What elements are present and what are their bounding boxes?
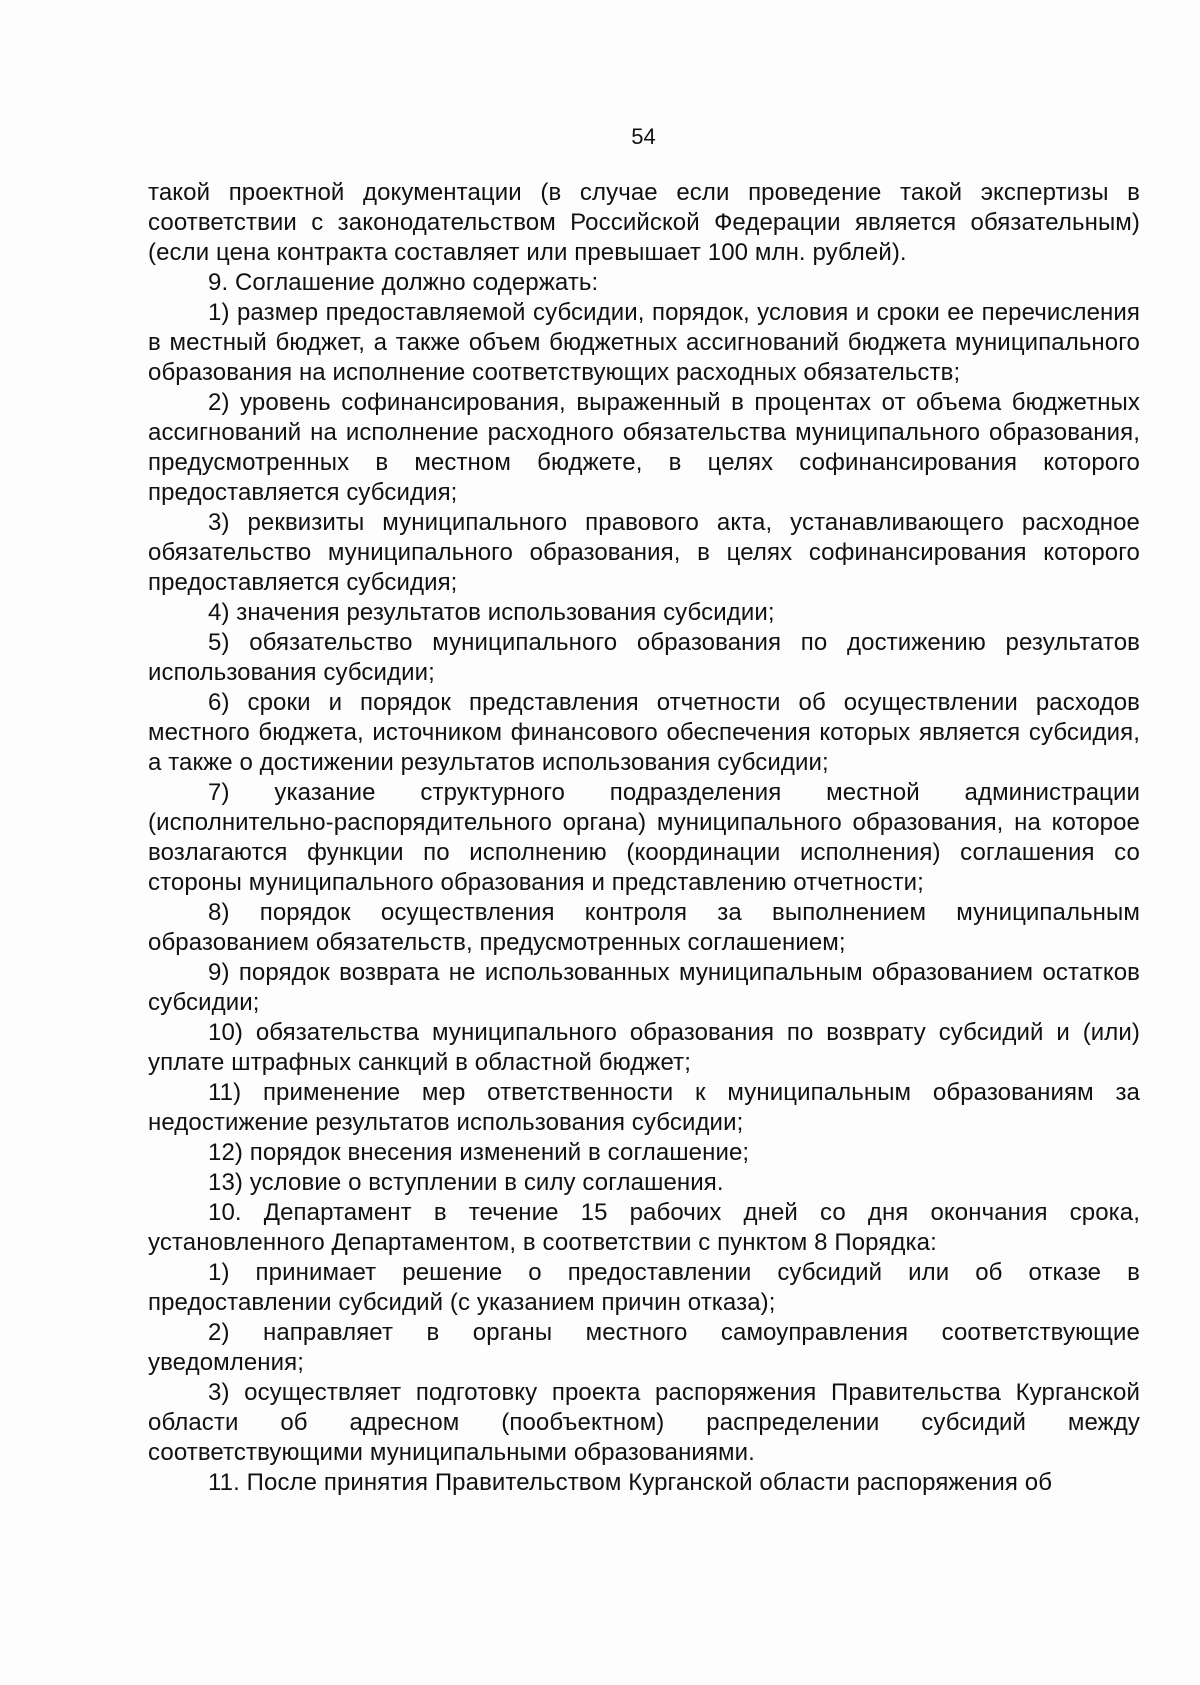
list-item: 3) реквизиты муниципального правового акта, устанавливающего расходное обязательство муниципального образования, в целях софинансирования которого предоставляется субсидия; — [148, 509, 1140, 596]
list-item: 10) обязательства муниципального образования по возврату субсидий и (или) уплате штрафных санкций в областной бюджет; — [148, 1019, 1140, 1076]
section-heading: 11. После принятия Правительством Курганской области распоряжения об — [208, 1469, 1053, 1496]
list-item: 12) порядок внесения изменений в соглашение; — [208, 1139, 750, 1166]
page-number: 54 — [631, 124, 656, 149]
list-item: 5) обязательство муниципального образования по достижению результатов использования субсидии; — [148, 629, 1140, 686]
list-item: 13) условие о вступлении в силу соглашения. — [208, 1169, 724, 1196]
list-item: 2) направляет в органы местного самоуправления соответствующие уведомления; — [148, 1319, 1140, 1376]
list-item: 1) принимает решение о предоставлении субсидий или об отказе в предоставлении субсидий (с указанием причин отказа); — [148, 1259, 1140, 1316]
section-heading: 9. Соглашение должно содержать: — [208, 269, 599, 296]
paragraph: такой проектной документации (в случае если проведение такой экспертизы в соответствии с законодательством Российской Федерации является обязательным) (если цена контракта составляет или превышает 100 млн. рублей). — [148, 179, 1140, 266]
list-item: 11) применение мер ответственности к муниципальным образованиям за недостижение результатов использования субсидии; — [148, 1079, 1140, 1136]
list-item: 7) указание структурного подразделения местной администрации (исполнительно-распорядительного органа) муниципального образования, на которое возлагаются функции по исполнению (координации исполнения) соглашения со стороны муниципального образования и представлению отчетности; — [148, 779, 1140, 896]
list-item: 6) сроки и порядок представления отчетности об осуществлении расходов местного бюджета, источником финансового обеспечения которых является субсидия, а также о достижении результатов использования субсидии; — [148, 689, 1140, 776]
list-item: 1) размер предоставляемой субсидии, порядок, условия и сроки ее перечисления в местный бюджет, а также объем бюджетных ассигнований бюджета муниципального образования на исполнение соответствующих расходных обязательств; — [148, 299, 1140, 386]
list-item: 8) порядок осуществления контроля за выполнением муниципальным образованием обязательств, предусмотренных соглашением; — [148, 899, 1140, 956]
list-item: 2) уровень софинансирования, выраженный в процентах от объема бюджетных ассигнований на исполнение расходного обязательства муниципального образования, предусмотренных в местном бюджете, в целях софинансирования которого предоставляется субсидия; — [148, 389, 1140, 506]
document-body — [148, 178, 1140, 1498]
section-heading: 10. Департамент в течение 15 рабочих дней со дня окончания срока, установленного Департаментом, в соответствии с пунктом 8 Порядка: — [148, 1199, 1140, 1256]
list-item: 4) значения результатов использования субсидии; — [208, 599, 775, 626]
list-item: 9) порядок возврата не использованных муниципальным образованием остатков субсидии; — [148, 959, 1140, 1016]
list-item: 3) осуществляет подготовку проекта распоряжения Правительства Курганской области об адресном (пообъектном) распределении субсидий между соответствующими муниципальными образованиями. — [148, 1379, 1140, 1466]
